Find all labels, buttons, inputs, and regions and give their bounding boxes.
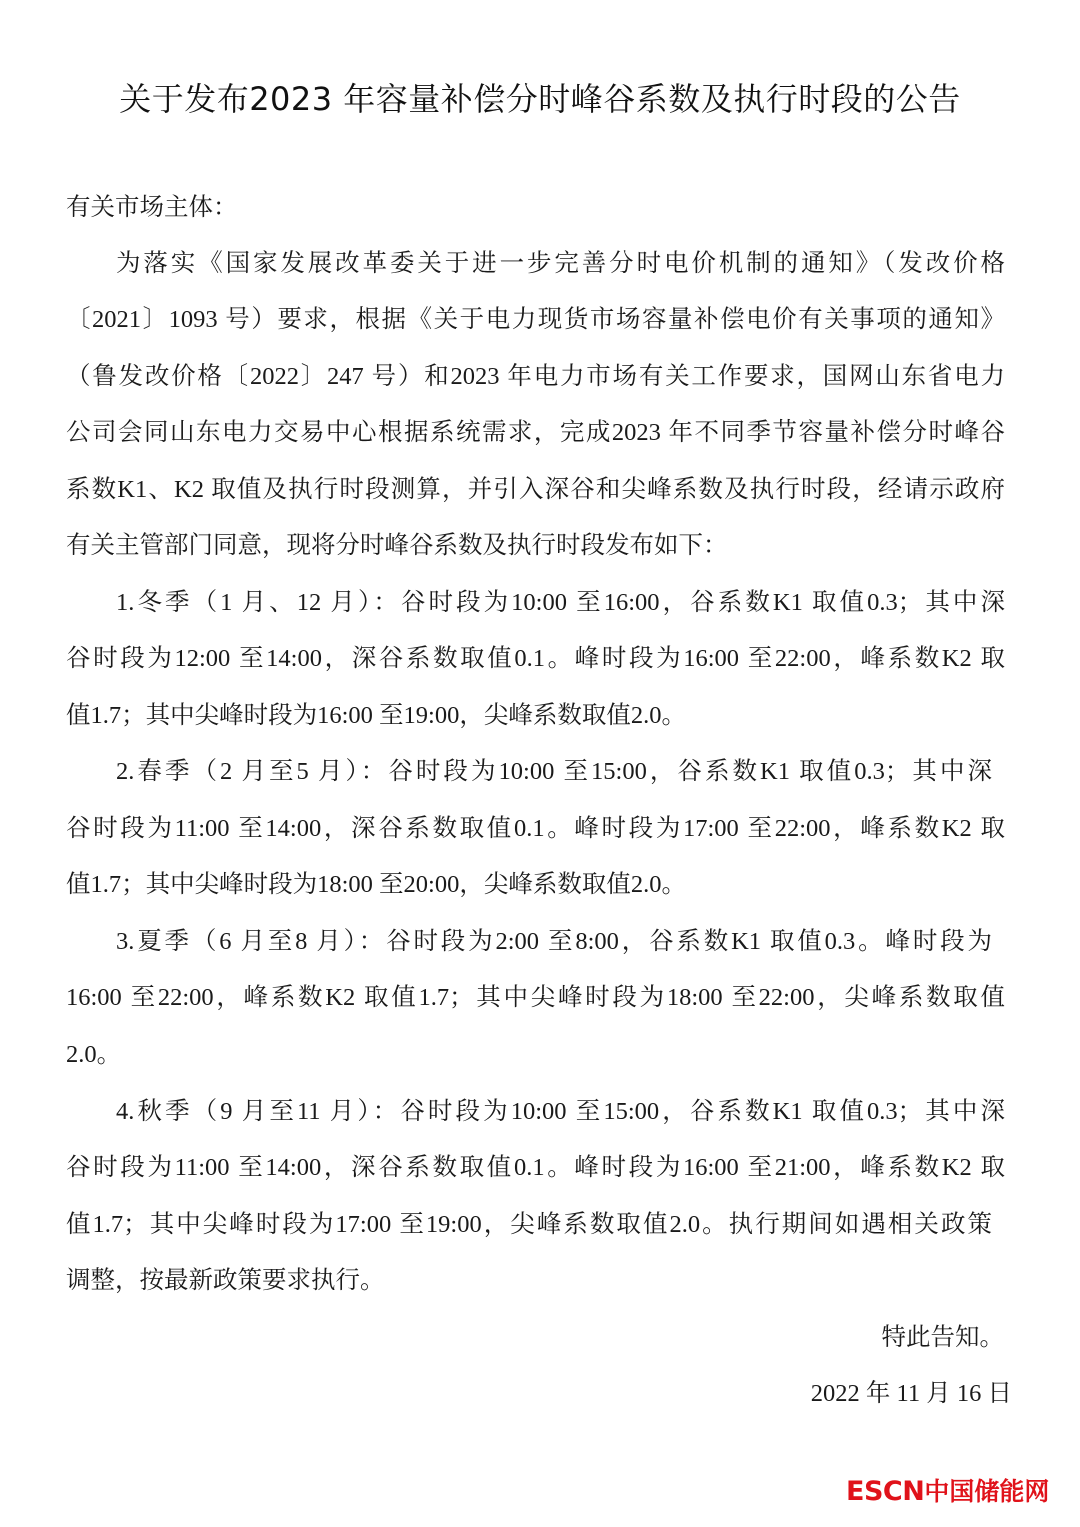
text-line: 〔2021〕1093 号）要求，根据《关于电力现货市场容量补偿电价有关事项的通知》 bbox=[66, 306, 1005, 333]
text-line: 16:00 至22:00，峰系数K2 取值1.7；其中尖峰时段为18:00 至22:00，尖峰系数取值 bbox=[66, 984, 1005, 1011]
text-line: 系数K1、K2 取值及执行时段测算，并引入深谷和尖峰系数及执行时段，经请示政府 bbox=[66, 476, 1005, 503]
text-line: 2.0。 bbox=[66, 1041, 122, 1068]
text-line: 2.春季（2 月至5 月）：谷时段为10:00 至15:00，谷系数K1 取值0.3；其中深 bbox=[116, 758, 992, 785]
text-line: 值1.7；其中尖峰时段为18:00 至20:00，尖峰系数取值2.0。 bbox=[66, 871, 686, 898]
text-line: 1.冬季（1 月、12 月）：谷时段为10:00 至16:00，谷系数K1 取值0.3；其中深 bbox=[116, 589, 1005, 616]
logo-chinese: 中国储能网 bbox=[924, 1477, 1050, 1506]
salutation: 有关市场主体： bbox=[66, 194, 238, 221]
text-line: 调整，按最新政策要求执行。 bbox=[66, 1267, 385, 1294]
text-line: 3.夏季（6 月至8 月）：谷时段为2:00 至8:00，谷系数K1 取值0.3。峰时段为 bbox=[116, 928, 992, 955]
text-line: 谷时段为11:00 至14:00，深谷系数取值0.1。峰时段为17:00 至22:00，峰系数K2 取 bbox=[66, 815, 1005, 842]
text-line: 4.秋季（9 月至11 月）：谷时段为10:00 至15:00，谷系数K1 取值0.3；其中深 bbox=[116, 1098, 1005, 1125]
text-line: 谷时段为11:00 至14:00，深谷系数取值0.1。峰时段为16:00 至21:00，峰系数K2 取 bbox=[66, 1154, 1005, 1181]
text-line: 谷时段为12:00 至14:00，深谷系数取值0.1。峰时段为16:00 至22:00，峰系数K2 取 bbox=[66, 645, 1005, 672]
text-line: 有关主管部门同意，现将分时峰谷系数及执行时段发布如下： bbox=[66, 532, 728, 559]
escn-watermark-logo bbox=[846, 1472, 1049, 1508]
logo-latin: ESCN bbox=[846, 1476, 925, 1507]
text-line: （鲁发改价格〔2022〕247 号）和2023 年电力市场有关工作要求，国网山东省电力 bbox=[66, 363, 1005, 390]
issue-date: 2022 年 11 月 16 日 bbox=[810, 1380, 1012, 1407]
document-title: 关于发布2023 年容量补偿分时峰谷系数及执行时段的公告 bbox=[119, 80, 961, 118]
text-line: 值1.7；其中尖峰时段为16:00 至19:00，尖峰系数取值2.0。 bbox=[66, 702, 686, 729]
closing-remark: 特此告知。 bbox=[881, 1324, 1004, 1351]
text-line: 为落实《国家发展改革委关于进一步完善分时电价机制的通知》（发改价格 bbox=[116, 250, 1005, 277]
text-line: 值1.7；其中尖峰时段为17:00 至19:00，尖峰系数取值2.0。执行期间如遇相关政策 bbox=[66, 1211, 992, 1238]
text-line: 公司会同山东电力交易中心根据系统需求，完成2023 年不同季节容量补偿分时峰谷 bbox=[66, 419, 1005, 446]
